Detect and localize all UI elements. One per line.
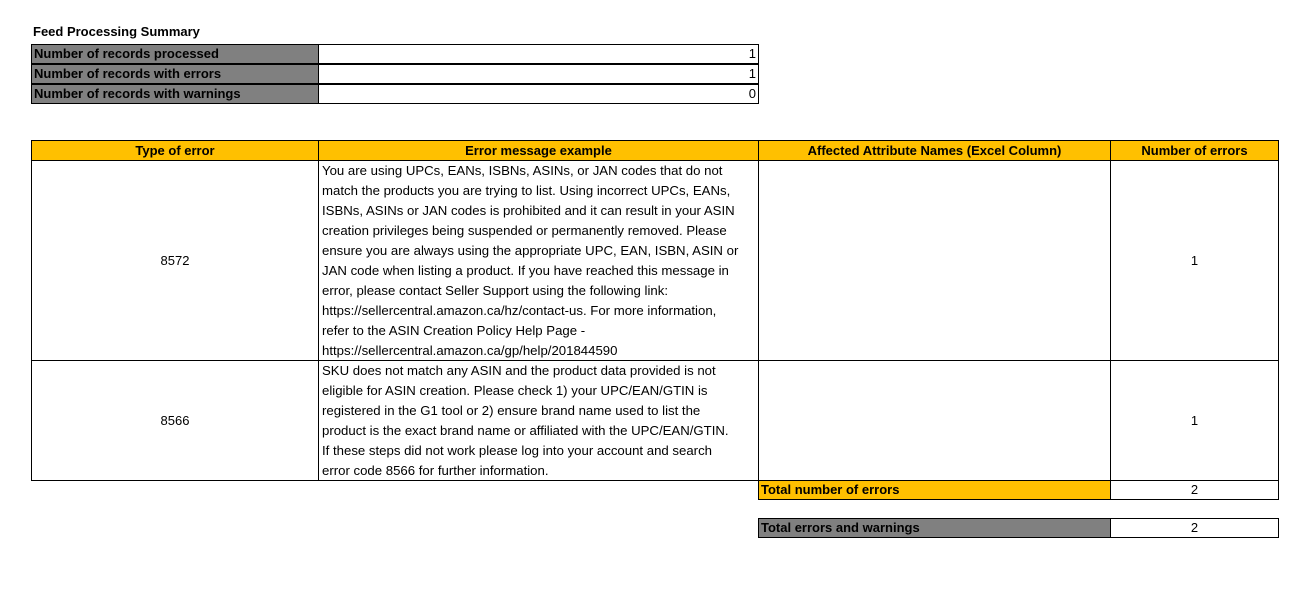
- message-line: You are using UPCs, EANs, ISBNs, ASINs, or JAN codes that do not: [322, 163, 723, 178]
- error-type-value: 8566: [160, 413, 190, 428]
- header-affected-attributes[interactable]: Affected Attribute Names (Excel Column): [758, 140, 1111, 161]
- error-type-value: 8572: [160, 253, 190, 268]
- message-line: refer to the ASIN Creation Policy Help Page -: [322, 323, 586, 338]
- header-number-of-errors[interactable]: Number of errors: [1110, 140, 1279, 161]
- message-line: https://sellercentral.amazon.ca/gp/help/201844590: [322, 343, 618, 358]
- summary-title: Feed Processing Summary: [33, 24, 200, 39]
- total-errors-warnings-value[interactable]: 2: [1110, 518, 1279, 538]
- message-line: If these steps did not work please log into your account and search: [322, 443, 712, 458]
- message-line: error code 8566 for further information.: [322, 463, 549, 478]
- affected-attributes-cell[interactable]: [758, 160, 1111, 361]
- records-processed-value[interactable]: 1: [318, 44, 759, 64]
- error-message-cell[interactable]: [318, 360, 759, 481]
- records-warnings-value[interactable]: 0: [318, 84, 759, 104]
- message-line: registered in the G1 tool or 2) ensure brand name used to list the: [322, 403, 701, 418]
- total-errors-label: Total number of errors: [758, 480, 1111, 500]
- message-line: match the products you are trying to list. Using incorrect UPCs, EANs,: [322, 183, 731, 198]
- header-error-message[interactable]: Error message example: [318, 140, 759, 161]
- affected-attributes-cell[interactable]: [758, 360, 1111, 481]
- message-line: eligible for ASIN creation. Please check 1) your UPC/EAN/GTIN is: [322, 383, 708, 398]
- records-errors-value[interactable]: 1: [318, 64, 759, 84]
- message-line: ensure you are always using the appropriate UPC, EAN, ISBN, ASIN or: [322, 243, 739, 258]
- message-line: JAN code when listing a product. If you have reached this message in: [322, 263, 729, 278]
- error-type-cell[interactable]: [31, 360, 319, 481]
- total-errors-warnings-label: Total errors and warnings: [758, 518, 1111, 538]
- error-message-cell[interactable]: [318, 160, 759, 361]
- records-errors-label: Number of records with errors: [31, 64, 319, 84]
- error-type-cell[interactable]: [31, 160, 319, 361]
- error-count-value: 1: [1190, 253, 1199, 268]
- total-errors-value[interactable]: 2: [1110, 480, 1279, 500]
- message-line: https://sellercentral.amazon.ca/hz/contact-us. For more information,: [322, 303, 717, 318]
- error-count-value: 1: [1190, 413, 1199, 428]
- message-line: ISBNs, ASINs or JAN codes is prohibited and it can result in your ASIN: [322, 203, 735, 218]
- header-type-of-error[interactable]: Type of error: [31, 140, 319, 161]
- message-line: product is the exact brand name or affiliated with the UPC/EAN/GTIN.: [322, 423, 729, 438]
- message-line: creation privileges being suspended or permanently removed. Please: [322, 223, 727, 238]
- error-count-cell[interactable]: [1110, 360, 1279, 481]
- records-processed-label: Number of records processed: [31, 44, 319, 64]
- message-line: SKU does not match any ASIN and the product data provided is not: [322, 363, 716, 378]
- message-line: error, please contact Seller Support using the following link:: [322, 283, 668, 298]
- error-count-cell[interactable]: [1110, 160, 1279, 361]
- records-warnings-label: Number of records with warnings: [31, 84, 319, 104]
